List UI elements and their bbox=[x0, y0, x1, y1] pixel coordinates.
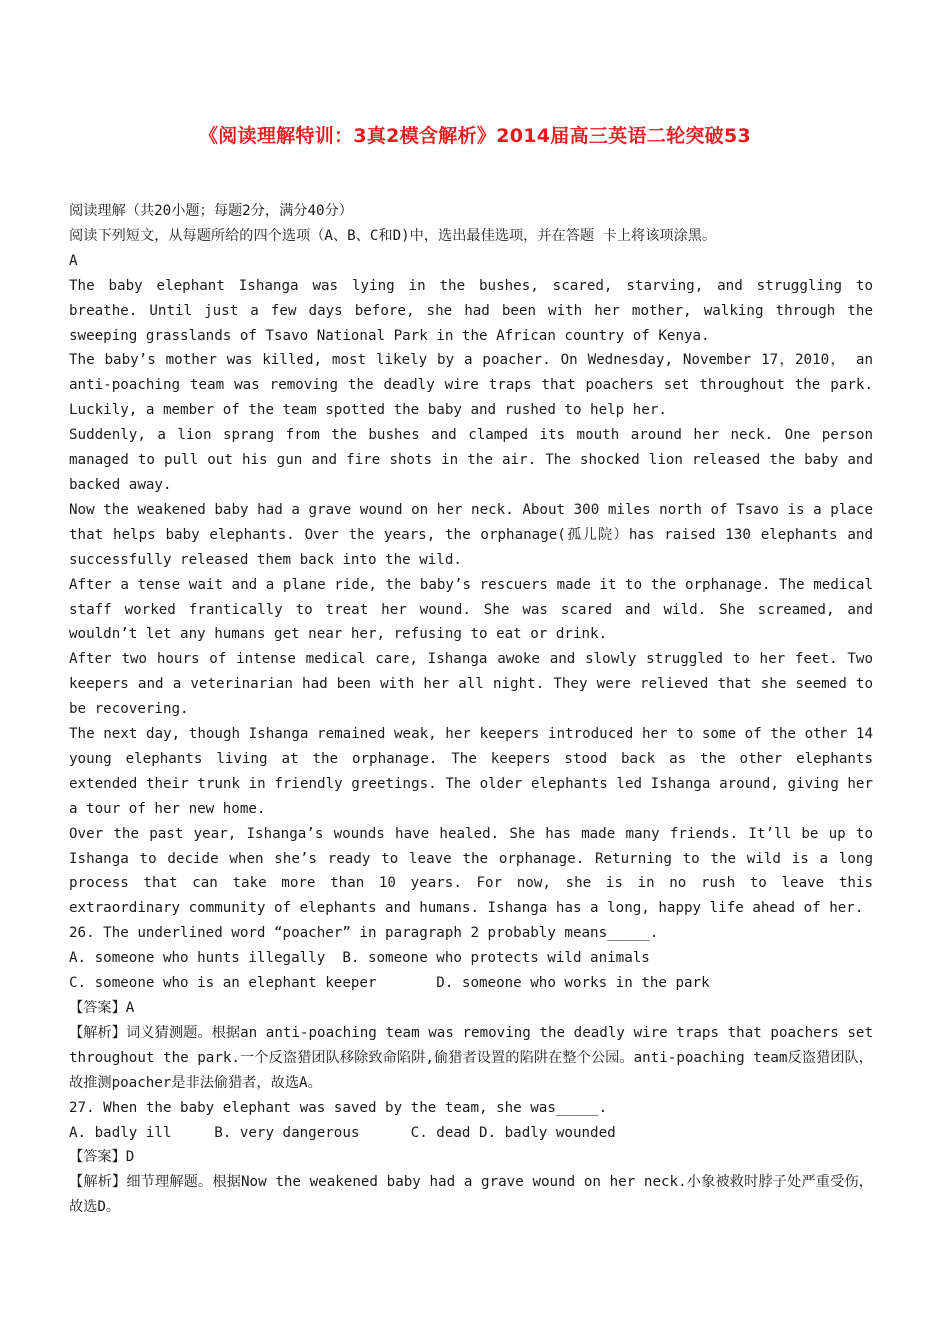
question-stem-27: 27. When the baby elephant was saved by the team, she was_____. bbox=[69, 1099, 608, 1116]
passage-paragraph: The baby’s mother was killed, most likely by a poacher. On Wednesday, November 17，2010， an anti-poaching team was removing the deadly wire traps that poachers set throughout the park. Luckily, a member of the team spotted the baby and rushed to help her. bbox=[69, 352, 873, 419]
passage-label: A bbox=[69, 252, 78, 269]
passage-paragraph: After a tense wait and a plane ride, the baby’s rescuers made it to the orphanage. The medical staff worked frantically to treat her wound. She was scared and wild. She screamed, and wouldn’t let any humans get near her, refusing to eat or drink. bbox=[69, 576, 873, 643]
instructions: 阅读下列短文，从每题所给的四个选项（A、B、C和D)中，选出最佳选项，并在答题 卡上将该项涂黑。 bbox=[69, 227, 717, 244]
passage-paragraph: Over the past year, Ishanga’s wounds have healed. She has made many friends. It’ll be up to Ishanga to decide when she’s ready to leave the orphanage. Returning to the wild is a long process that can take more than 10 years. For now, she is in no rush to leave this extraordinary community of elephants and humans. Ishanga has a long, happy life ahead of her. bbox=[69, 825, 873, 917]
passage-paragraph: Now the weakened baby had a grave wound on her neck. About 300 miles north of Tsavo is a place that helps baby elephants. Over the years, the orphanage(孤儿院）has raised 130 elephants and successfully released them back into the wild. bbox=[69, 501, 873, 568]
question-options-27: A. badly ill B. very dangerous C. dead D. badly wounded bbox=[69, 1124, 616, 1141]
passage-paragraph: Suddenly, a lion sprang from the bushes and clamped its mouth around her neck. One person managed to pull out his gun and fire shots in the air. The shocked lion released the baby and backed away. bbox=[69, 427, 873, 493]
section-heading: 阅读理解（共20小题；每题2分，满分40分） bbox=[69, 203, 353, 219]
question-options-26-line2: C. someone who is an elephant keeper D. someone who works in the park bbox=[69, 975, 710, 992]
document-body bbox=[69, 199, 873, 1220]
document-title: 《阅读理解特训：3真2模含解析》2014届高三英语二轮突破53 bbox=[198, 125, 752, 147]
question-options-26-line1: A. someone who hunts illegally B. someone who protects wild animals bbox=[69, 950, 650, 967]
answer-27: 【答案】D bbox=[69, 1149, 135, 1166]
passage-paragraph: The next day, though Ishanga remained weak, her keepers introduced her to some of the other 14 young elephants living at the orphanage. The keepers stood back as the other elephants extended their trunk in friendly greetings. The older elephants led Ishanga around, giving her a tour of her new home. bbox=[69, 726, 873, 817]
passage-paragraph: After two hours of intense medical care, Ishanga awoke and slowly struggled to her feet. Two keepers and a veterinarian had been with her all night. They were relieved that she seemed to be recovering. bbox=[69, 651, 873, 718]
passage-paragraph: The baby elephant Ishanga was lying in the bushes, scared, starving, and struggling to breathe. Until just a few days before, she had been with her mother, walking through the sweeping grasslands of Tsavo National Park in the African country of Kenya. bbox=[69, 277, 873, 344]
analysis-27: 【解析】细节理解题。根据Now the weakened baby had a grave wound on her neck.小象被救时脖子处严重受伤，故选D。 bbox=[69, 1174, 873, 1216]
question-stem-26: 26. The underlined word “poacher” in paragraph 2 probably means_____. bbox=[69, 925, 659, 942]
answer-26: 【答案】A bbox=[69, 1000, 135, 1016]
analysis-26: 【解析】词义猜测题。根据an anti-poaching team was removing the deadly wire traps that poachers set throughout the park.一个反盗猎团队移除致命陷阱,偷猎者设置的陷阱在整个公园。anti-poaching team反盗猎团队，故推测poacher是非法偷猎者，故选A。 bbox=[69, 1024, 873, 1091]
